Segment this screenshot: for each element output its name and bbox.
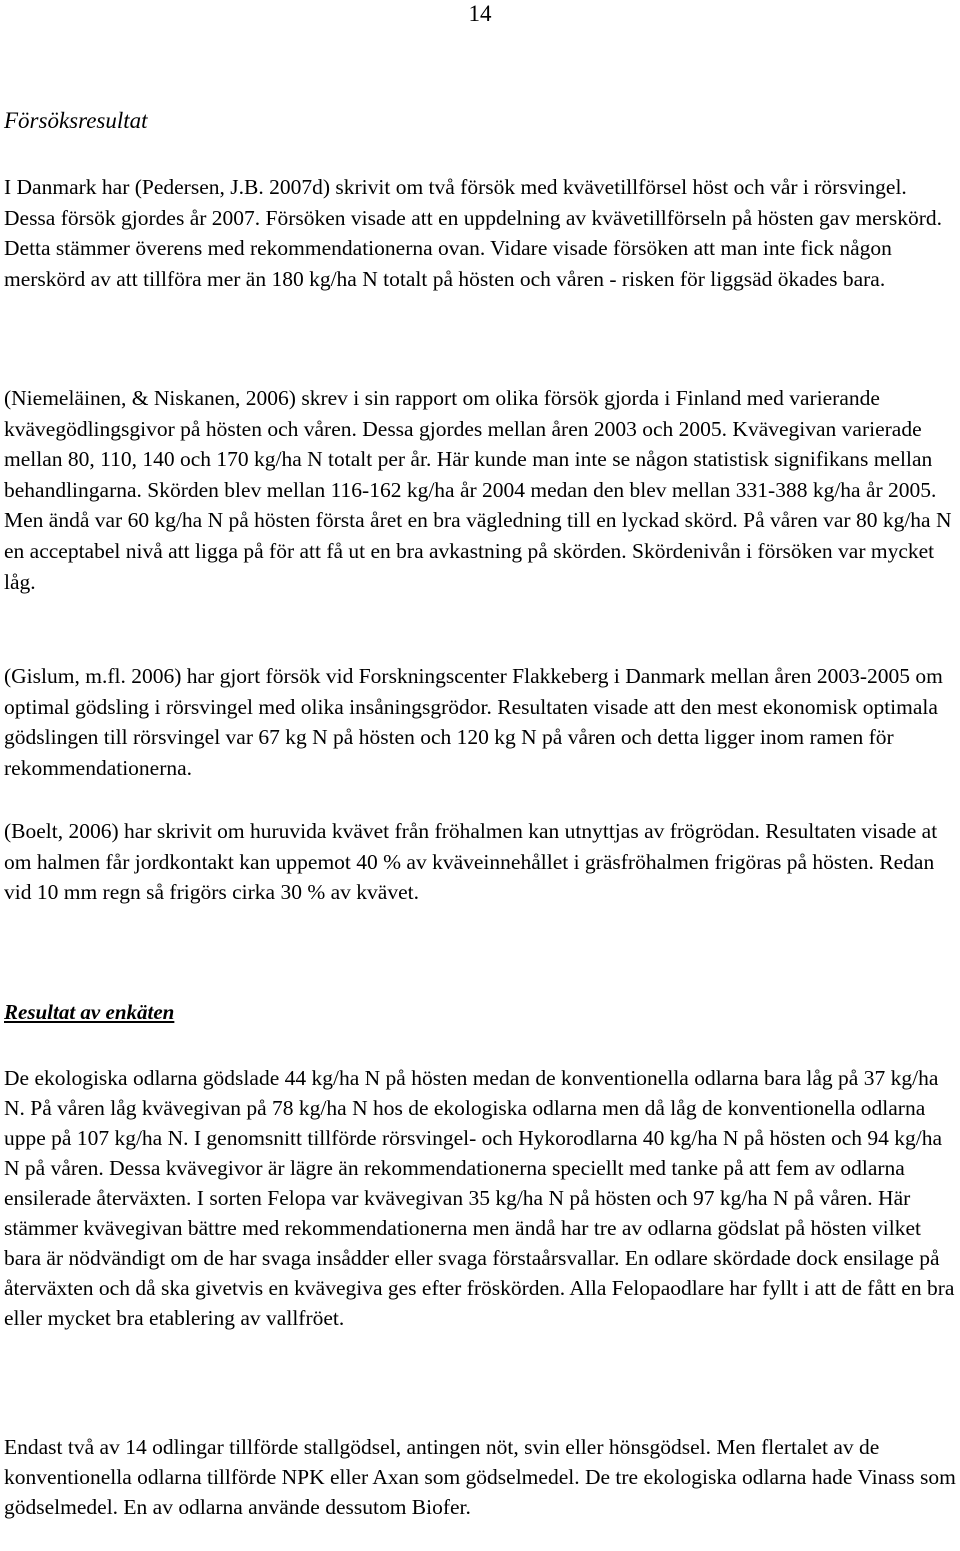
page-number: 14 [468,1,492,26]
section-heading-resultat-av-enkaten: Resultat av enkäten [4,1000,175,1024]
paragraph-stallgodsel: Endast två av 14 odlingar tillförde stallgödsel, antingen nöt, svin eller hönsgödsel. Men flertalet av de konventionella odlarna tillförde NPK eller Axan som gödselmedel. De tre ekologiska odlarna hade Vinass som gödselmedel. En av odlarna använde dessutom Biofer. [4,1435,956,1519]
section-heading-forsoksresultat: Försöksresultat [4,108,148,133]
paragraph-pedersen: I Danmark har (Pedersen, J.B. 2007d) skrivit om två försök med kvävetillförsel höst och vår i rörsvingel. Dessa försök gjordes år 2007. Försöken visade att en uppdelning av kvävetillförseln på hösten gav merskörd. Detta stämmer överens med rekommendationerna ovan. Vidare visade försöken att man inte fick någon merskörd av att tillföra mer än 180 kg/ha N totalt på hösten och våren - risken för liggsäd ökades bara. [4,175,943,291]
paragraph-boelt: (Boelt, 2006) har skrivit om huruvida kvävet från fröhalmen kan utnyttjas av frögrödan. Resultaten visade at om halmen får jordkontakt kan uppemot 40 % av kväveinnehållet i gräsfröhalmen frigöras på hösten. Redan vid 10 mm regn så frigörs cirka 30 % av kvävet. [4,819,938,905]
paragraph-niemelainen: (Niemeläinen, & Niskanen, 2006) skrev i sin rapport om olika försök gjorda i Finland med varierande kvävegödlingsgivor på hösten och våren. Dessa gjordes mellan åren 2003 och 2005. Kvävegivan varierade mellan 80, 110, 140 och 170 kg/ha N totalt per år. Här kunde man inte se någon statistisk signifikans mellan behandlingarna. Skörden blev mellan 116-162 kg/ha år 2004 medan den blev mellan 331-388 kg/ha år 2005. Men ändå var 60 kg/ha N på hösten första året en bra vägledning till en lyckad skörd. På våren var 80 kg/ha N en acceptabel nivå att ligga på för att få ut en bra avkastning på skörden. Skördenivån i försöken var mycket låg. [4,386,952,594]
paragraph-enkat-results: De ekologiska odlarna gödslade 44 kg/ha N på hösten medan de konventionella odlarna bara låg på 37 kg/ha N. På våren låg kvävegivan på 78 kg/ha N hos de ekologiska odlarna men då låg de konventionella odlarna uppe på 107 kg/ha N. I genomsnitt tillförde rörsvingel- och Hykorodlarna 40 kg/ha N på hösten och 94 kg/ha N på våren. Dessa kvävegivor är lägre än rekommendationerna speciellt med tanke på att fem av odlarna ensilerade återväxten. I sorten Felopa var kvävegivan 35 kg/ha N på hösten och 97 kg/ha N på våren. Här stämmer kvävegivan bättre med rekommendationerna men ändå har tre av odlarna gödslat på hösten vilket bara är nödvändigt om de har svaga insådder eller svaga förstaårsvallar. En odlare skördade dock ensilage på återväxten och då ska givetvis en kvävegiva ges efter fröskörden. Alla Felopaodlare har fyllt i att de fått en bra eller mycket bra etablering av vallfröet. [4,1066,955,1330]
paragraph-gislum: (Gislum, m.fl. 2006) har gjort försök vid Forskningscenter Flakkeberg i Danmark mellan åren 2003-2005 om optimal gödsling i rörsvingel med olika insåningsgrödor. Resultaten visade att den mest ekonomisk optimala gödslingen till rörsvingel var 67 kg N på hösten och 120 kg N på våren och detta ligger inom ramen för rekommendationerna. [4,664,943,780]
